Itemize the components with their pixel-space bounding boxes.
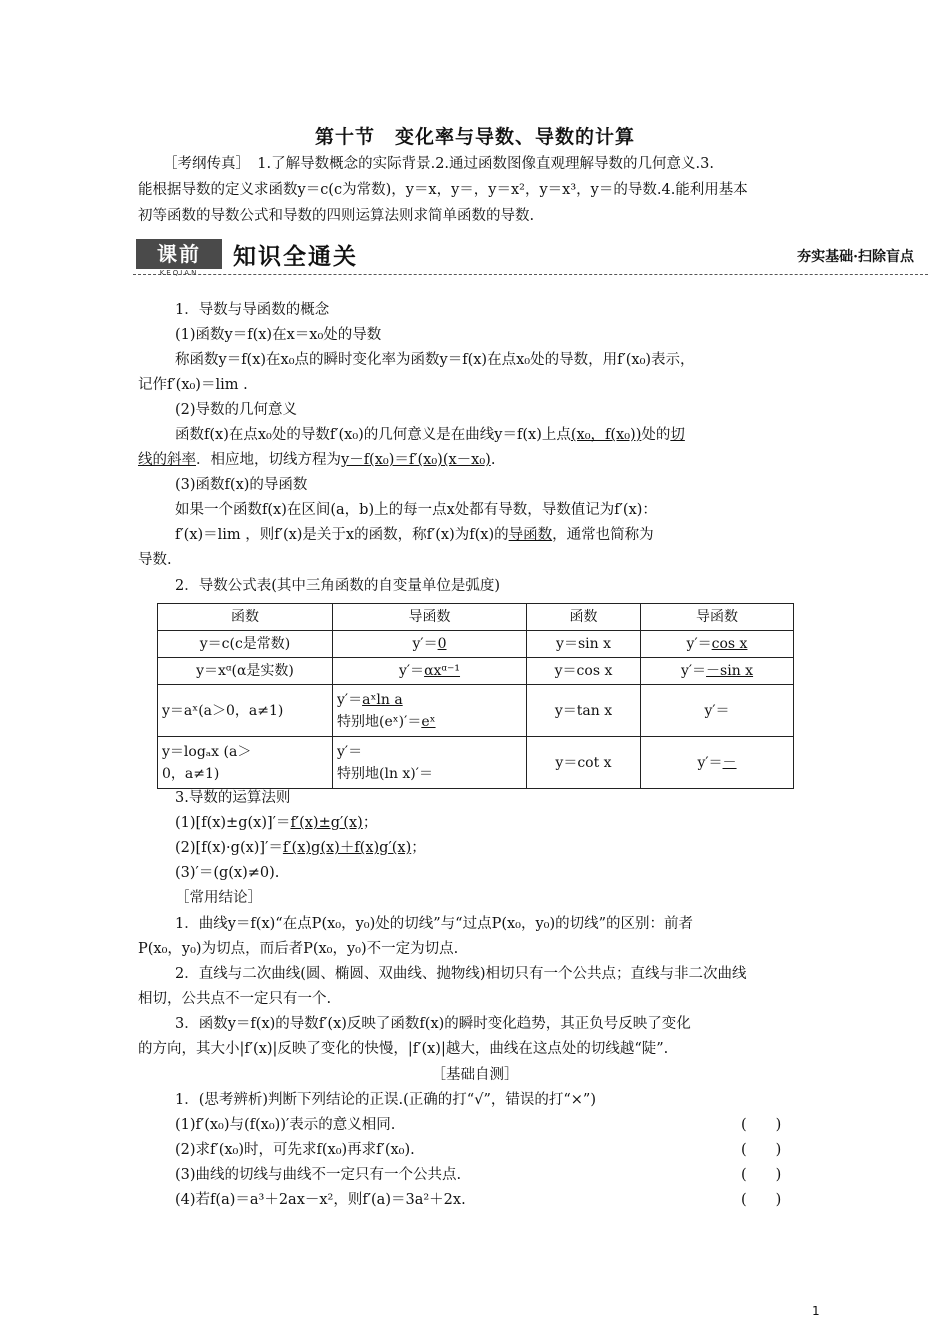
conclusion-1b: P(x₀，y₀)为切点，而后者P(x₀，y₀)不一定为切点. (138, 941, 459, 957)
underlined-answer: eˣ (421, 713, 436, 730)
banner-title: 知识全通关 (233, 244, 358, 270)
exercise-item-2: (2)求f′(x₀)时，可先求f(x₀)再求f′(x₀). (175, 1142, 415, 1158)
text: y′＝ (337, 691, 363, 708)
table-cell: y＝cot x (527, 737, 641, 789)
underlined-answer: (x₀，f(x₀)) (570, 427, 642, 443)
table-row (158, 737, 794, 789)
table-header: 导函数 (641, 604, 794, 631)
cell-line: y′＝ (337, 743, 363, 760)
banner-badge: 课前 (136, 239, 222, 269)
section-banner (133, 236, 928, 275)
s1-def2 (175, 523, 654, 549)
exercise-item-1: (1)f′(x₀)与(f(x₀))′表示的意义相同. (175, 1117, 396, 1133)
table-cell: y′＝ (641, 685, 794, 737)
table-cell (641, 737, 794, 789)
underlined-answer: αxᵅ⁻¹ (424, 663, 461, 679)
conclusion-3b: 的方向，其大小|f′(x)|反映了变化的快慢，|f′(x)|越大，曲线在这点处的切线越“陡”. (138, 1041, 669, 1057)
table-cell: y＝tan x (527, 685, 641, 737)
cell-line: 特别地(ln x)′＝ (337, 765, 433, 782)
text: 函数f(x)在点x₀处的导数f′(x₀)的几何意义是在曲线y＝f(x)上点 (175, 427, 571, 443)
exercise-item-4: (4)若f(a)＝a³＋2ax－x²，则f′(a)＝3a²＋2x. (175, 1192, 466, 1208)
underlined-answer: f′(x)±g′(x) (290, 815, 363, 831)
underlined-answer: f′(x)g(x)＋f(x)g′(x) (282, 840, 412, 856)
table-cell (333, 685, 527, 737)
table-cell: y＝sin x (527, 631, 641, 658)
banner-subtitle: 夯实基础·扫除盲点 (797, 249, 914, 265)
intro-line-3: 初等函数的导数公式和导数的四则运算法则求简单函数的导数. (138, 208, 535, 224)
exercise-heading: ［基础自测］ (431, 1067, 519, 1083)
conclusion-3a: 3．函数y＝f(x)的导数f′(x)反映了函数f(x)的瞬时变化趋势，其正负号反映了变化 (175, 1016, 691, 1032)
text: 处的 (641, 427, 671, 443)
table-row (158, 658, 794, 685)
table-cell (333, 737, 527, 789)
table-cell: y＝cos x (527, 658, 641, 685)
s3-rule2 (175, 836, 426, 862)
text: (2)[f(x)·g(x)]′＝ (175, 840, 283, 856)
underlined-answer: 切 (670, 427, 685, 443)
underlined-answer: 0 (437, 636, 447, 652)
text: y′＝ (398, 663, 425, 679)
answer-paren[interactable]: ( ) (741, 1167, 782, 1183)
s1-geo-line2 (138, 448, 495, 474)
underlined-answer: y－f(x₀)＝f′(x₀)(x－x₀) (341, 452, 491, 468)
cell-line (337, 711, 522, 733)
s3-heading: 3.导数的运算法则 (175, 790, 291, 806)
underlined-answer: － (722, 754, 737, 771)
banner-badge-sub: KEQIAN (159, 269, 199, 277)
underlined-answer: －sin x (706, 663, 754, 679)
underlined-answer: aˣln a (362, 691, 403, 708)
s1-def3: 导数. (138, 552, 172, 568)
s3-rule3: (3)′＝(g(x)≠0). (175, 865, 280, 881)
conclusion-1a: 1．曲线y＝f(x)“在点P(x₀，y₀)处的切线”与“过点P(x₀，y₀)的切线”的区别：前者 (175, 916, 694, 932)
page-number: 1 (812, 1304, 820, 1318)
underlined-answer: cos x (711, 636, 748, 652)
table-cell (641, 658, 794, 685)
s1-geo-line1 (175, 423, 685, 449)
answer-paren[interactable]: ( ) (741, 1117, 782, 1133)
derivative-table (157, 603, 794, 789)
s1-sub1: (1)函数y＝f(x)在x＝x₀处的导数 (175, 327, 382, 343)
table-cell: y＝c(c是常数) (158, 631, 333, 658)
answer-paren[interactable]: ( ) (741, 1192, 782, 1208)
exercise-question: 1．(思考辨析)判断下列结论的正误.(正确的打“√”，错误的打“×”) (175, 1092, 597, 1108)
table-cell (333, 631, 527, 658)
exercise-item-3: (3)曲线的切线与曲线不一定只有一个公共点. (175, 1167, 462, 1183)
s1-def1: 如果一个函数f(x)在区间(a，b)上的每一点x处都有导数，导数值记为f′(x)： (175, 502, 657, 518)
table-row (158, 685, 794, 737)
conclusion-2b: 相切，公共点不一定只有一个. (138, 991, 332, 1007)
section-title: 第十节 变化率与导数、导数的计算 (314, 126, 635, 148)
text: ．相应地，切线方程为 (196, 452, 341, 468)
cell-line: y＝logₐx (a＞ (162, 743, 252, 760)
table-cell: y＝xᵅ(α是实数) (158, 658, 333, 685)
cell-line (337, 689, 522, 711)
s1-sub3: (3)函数f(x)的导函数 (175, 477, 308, 493)
conclusions-heading: ［常用结论］ (175, 890, 262, 906)
text: y′＝ (697, 754, 723, 771)
text: y′＝ (686, 636, 712, 652)
text: f′(x)＝lim ，则f′(x)是关于x的函数，称f′(x)为f(x)的 (175, 527, 509, 543)
text: y′＝ (412, 636, 438, 652)
table-header-row (158, 604, 794, 631)
s1-heading: 1．导数与导函数的概念 (175, 302, 330, 318)
text: (1)[f(x)±g(x)]′＝ (175, 815, 291, 831)
table-cell (158, 737, 333, 789)
table-row (158, 631, 794, 658)
table-header: 函数 (158, 604, 333, 631)
table-header: 导函数 (333, 604, 527, 631)
table-cell: y＝aˣ(a＞0，a≠1) (158, 685, 333, 737)
conclusion-2a: 2．直线与二次曲线(圆、椭圆、双曲线、抛物线)相切只有一个公共点；直线与非二次曲线 (175, 966, 747, 982)
answer-paren[interactable]: ( ) (741, 1142, 782, 1158)
underlined-answer: 导函数 (508, 527, 553, 543)
s2-heading: 2．导数公式表(其中三角函数的自变量单位是弧度) (175, 578, 501, 594)
cell-line: 0，a≠1) (162, 765, 220, 782)
intro-line-1: ［考纲传真］ 1.了解导数概念的实际背景.2.通过函数图像直观理解导数的几何意义.3. (163, 156, 714, 172)
text: ； (362, 815, 378, 831)
table-header: 函数 (527, 604, 641, 631)
text: y′＝ (680, 663, 707, 679)
table-cell (333, 658, 527, 685)
s1-sub2: (2)导数的几何意义 (175, 402, 298, 418)
text: 特别地(eˣ)′＝ (337, 713, 422, 730)
text: . (490, 452, 496, 468)
intro-line-2: 能根据导数的定义求函数y＝c(c为常数)，y＝x，y＝，y＝x²，y＝x³，y＝的导数.4.能利用基本 (138, 182, 748, 198)
text: ，通常也简称为 (552, 527, 654, 543)
s3-rule1 (175, 811, 377, 837)
s1-text2: 记作f′(x₀)＝lim . (138, 377, 248, 393)
underlined-answer: 线的斜率 (138, 452, 196, 468)
s1-text1: 称函数y＝f(x)在x₀点的瞬时变化率为函数y＝f(x)在点x₀处的导数，用f′(x₀)表示， (175, 352, 695, 368)
text: ； (411, 840, 426, 856)
table-cell (641, 631, 794, 658)
